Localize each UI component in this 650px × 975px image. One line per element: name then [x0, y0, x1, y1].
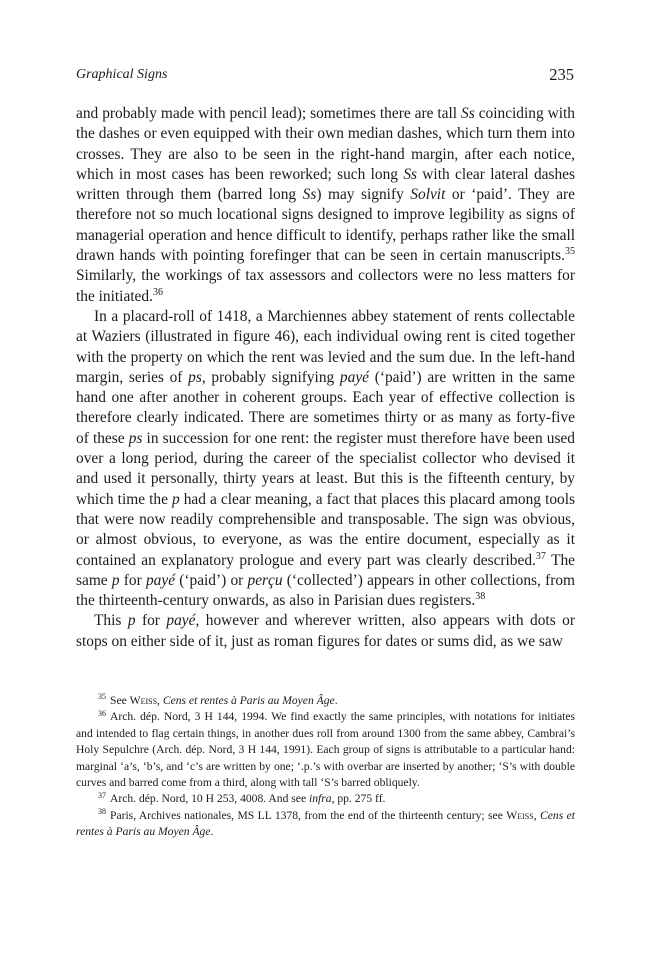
italic-term: payé [339, 368, 369, 386]
footnote-37 [76, 791, 575, 807]
text-run: In a placard-roll of 1418, a Marchiennes abbey statement of rents collectable at Waziers (illustrated in figure 46), each individual owing rent is cited together with the property on which the rent was levied and the sum due. In the left-hand margin, series of [76, 307, 575, 386]
text-run: , [157, 694, 163, 707]
text-run: for [119, 571, 146, 589]
text-run: Arch. dép. Nord, 10 H 253, 4008. And see [110, 792, 309, 806]
footnote-ref-35[interactable]: 35 [565, 245, 575, 257]
page-number: 235 [549, 65, 574, 84]
italic-term: p [111, 571, 120, 589]
footnote-text: Arch. dép. Nord, 3 H 144, 1994. We find exactly the same principles, with notations for initiates and intended to flag certain things, in another dues roll from around 1300 from the same abbey, Cambrai’s Holy Sepulchre (Arch. dép. Nord, 3 H 144, 1991). Each group of signs is attributable to a particular hand: marginal ‘a’s, ‘b’s, and ‘c’s are written by one; ‘.p.’s with overbar are inserted by another; ‘S’s with double curves and barred come from a third, along with tall ‘S’s barred obliquely. [76, 710, 575, 790]
footnote-number: 37 [98, 790, 106, 800]
text-run: (‘collected’) appears in other collections, from the thirteenth-century onwards, as also in Parisian dues registers. [76, 571, 575, 610]
footnote-number: 38 [98, 806, 106, 816]
paragraph-2 [76, 307, 575, 611]
author-name: Weiss [129, 694, 158, 707]
text-run: The same [76, 551, 575, 589]
italic-term: p [127, 612, 136, 630]
text-run: in succession for one rent: the register must therefore have been used over a long period, during the career of the specialist collector who devised it and used it personally, thirty years at least. But this is the fifteenth century, by which time the [76, 429, 576, 508]
footnote-ref-37[interactable]: 37 [535, 550, 546, 562]
italic-term: Ss [403, 165, 417, 183]
text-run: This [94, 612, 128, 630]
book-title: Cens et rentes à Paris au Moyen Âge [76, 808, 575, 839]
footnotes [76, 693, 575, 841]
italic-term: p [171, 490, 180, 508]
text-run: , pp. 275 ff. [331, 792, 386, 806]
footnote-number: 36 [98, 708, 106, 718]
text-run: , [533, 808, 541, 822]
text-run: . [210, 825, 214, 839]
main-text [76, 104, 575, 652]
italic-term: payé [166, 612, 196, 630]
text-run: Paris, Archives nationales, MS LL 1378, from the end of the thirteenth century; see [110, 808, 507, 822]
text-run: Similarly, the workings of tax assessors and collectors were no less matters for the initiated. [76, 267, 575, 305]
footnote-ref-36[interactable]: 36 [152, 286, 163, 298]
running-header [76, 67, 574, 87]
footnote-35 [76, 693, 575, 709]
text-run: and probably made with pencil lead); sometimes there are tall [76, 105, 462, 122]
text-run: (‘paid’) or [175, 571, 248, 589]
text-run: had a clear meaning, a fact that places this placard among tools that were now readily comprehensible and transposable. The sign was obvious, or almost obvious, to everyone, as was the entire document, especially as it contained an explanatory prologue and every part was clearly described. [76, 490, 576, 569]
footnote-number: 35 [98, 692, 106, 702]
author-name: Weiss [506, 808, 534, 822]
paragraph-3 [76, 611, 575, 652]
text-run: . [334, 694, 338, 707]
italic-term: ps [128, 429, 143, 447]
text-run: (‘paid’) are written in the same hand one after another in coherent groups. Each year of effective collection is therefore clearly indicated. There are sometimes thirty or as many as forty-five of these [76, 368, 575, 447]
text-run: coinciding with the dashes or even equipped with their own median dashes, which turn them into crosses. They are also to be seen in the right-hand margin, after each notice, which in most cases has been reworked; such long [76, 105, 575, 183]
italic-term: perçu [247, 571, 283, 589]
italic-term: payé [145, 571, 176, 589]
italic-term: Ss [461, 105, 475, 122]
footnote-36 [76, 709, 575, 791]
italic-term: Solvit [410, 186, 446, 204]
text-run: See [110, 694, 130, 707]
paragraph-1 [76, 104, 575, 307]
footnote-ref-38[interactable]: 38 [475, 591, 486, 602]
italic-term: Ss [302, 186, 317, 204]
text-run: with clear lateral dashes written through them (barred long [76, 165, 575, 204]
footnote-38 [76, 808, 575, 841]
book-title: Cens et rentes à Paris au Moyen Âge [162, 694, 335, 707]
text-run: for [135, 612, 167, 630]
text-run: ) may signify [316, 186, 411, 204]
text-run: or ‘paid’. They are therefore not so much locational signs designed to improve legibility as signs of managerial operation and hence difficult to identify, perhaps rather like the small drawn hands with pointing forefinger that can be seen in certain manuscripts. [76, 186, 575, 265]
italic-term: ps [188, 368, 202, 386]
running-title: Graphical Signs [76, 67, 168, 82]
text-run: , probably signifying [201, 368, 340, 386]
italic-term: infra [309, 792, 332, 806]
text-run: , however and wherever written, also appears with dots or stops on either side of it, just as roman figures for dates or sums did, as we saw [76, 612, 575, 650]
